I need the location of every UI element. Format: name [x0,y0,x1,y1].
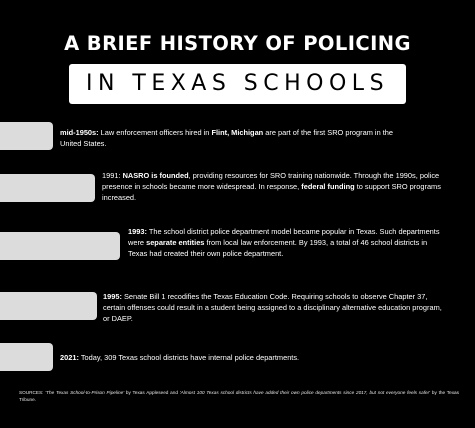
timeline-entry-1950s [60,127,400,149]
entry-text: Law enforcement officers hired in [98,128,212,137]
timeline-entry-1991 [102,170,452,204]
entry-emphasis: 2021: [60,353,79,362]
timeline-bar-1995 [0,292,97,320]
timeline-entry-2021 [60,352,420,363]
entry-text: are part of the first SRO program in the United States. [60,128,394,149]
entry-text: from local law enforcement. By 1993, a total of 46 school districts in Texas had created their own police department. [128,238,428,259]
infographic-title: A BRIEF HISTORY OF POLICING [64,32,411,55]
entry-emphasis: Flint, Michigan [211,128,264,137]
sources-note [19,390,459,403]
entry-emphasis: separate entities [146,238,205,248]
entry-text: 1991: [102,171,123,180]
entry-emphasis: 1993: [128,227,147,236]
source-text: by Texas Appleseed and [124,390,180,395]
source-title: 'Almost 100 Texas school districts have added their own police departments since 2017, but not everyone feels safer' [179,390,431,395]
entry-emphasis: federal funding [301,182,355,192]
timeline-bar-1991 [0,174,95,202]
source-title: 'The Texas School-to-Prison Pipeline' [45,390,125,395]
timeline-bar-1950s [0,122,53,150]
entry-text: , providing resources for SRO training nationwide. Through the 1990s, police presence in schools became more widespread. In response, [102,171,440,192]
entry-text: Today, 309 Texas school districts have internal police departments. [78,353,300,362]
timeline-entry-1993 [128,226,448,260]
entry-emphasis: mid-1950s: [60,128,99,137]
entry-text: The school district police department model became popular in Texas. Such departments were [128,227,440,248]
source-text: SOURCES: [19,390,46,395]
subtitle-banner: IN TEXAS SCHOOLS [69,64,406,104]
entry-emphasis: NASRO is founded [122,171,189,180]
timeline-bar-2021 [0,343,53,371]
source-text: by the Texas Tribune. [19,390,460,402]
entry-emphasis: 1995: [103,292,122,301]
timeline-bar-1993 [0,232,120,260]
entry-text: to support SRO programs increased. [102,182,441,203]
entry-text: Senate Bill 1 recodifies the Texas Education Code. Requiring schools to observe Chapter 37, certain offenses could result in a student being assigned to a disciplinary alternative education program, or DAEP. [103,292,442,324]
timeline-entry-1995 [103,291,448,325]
